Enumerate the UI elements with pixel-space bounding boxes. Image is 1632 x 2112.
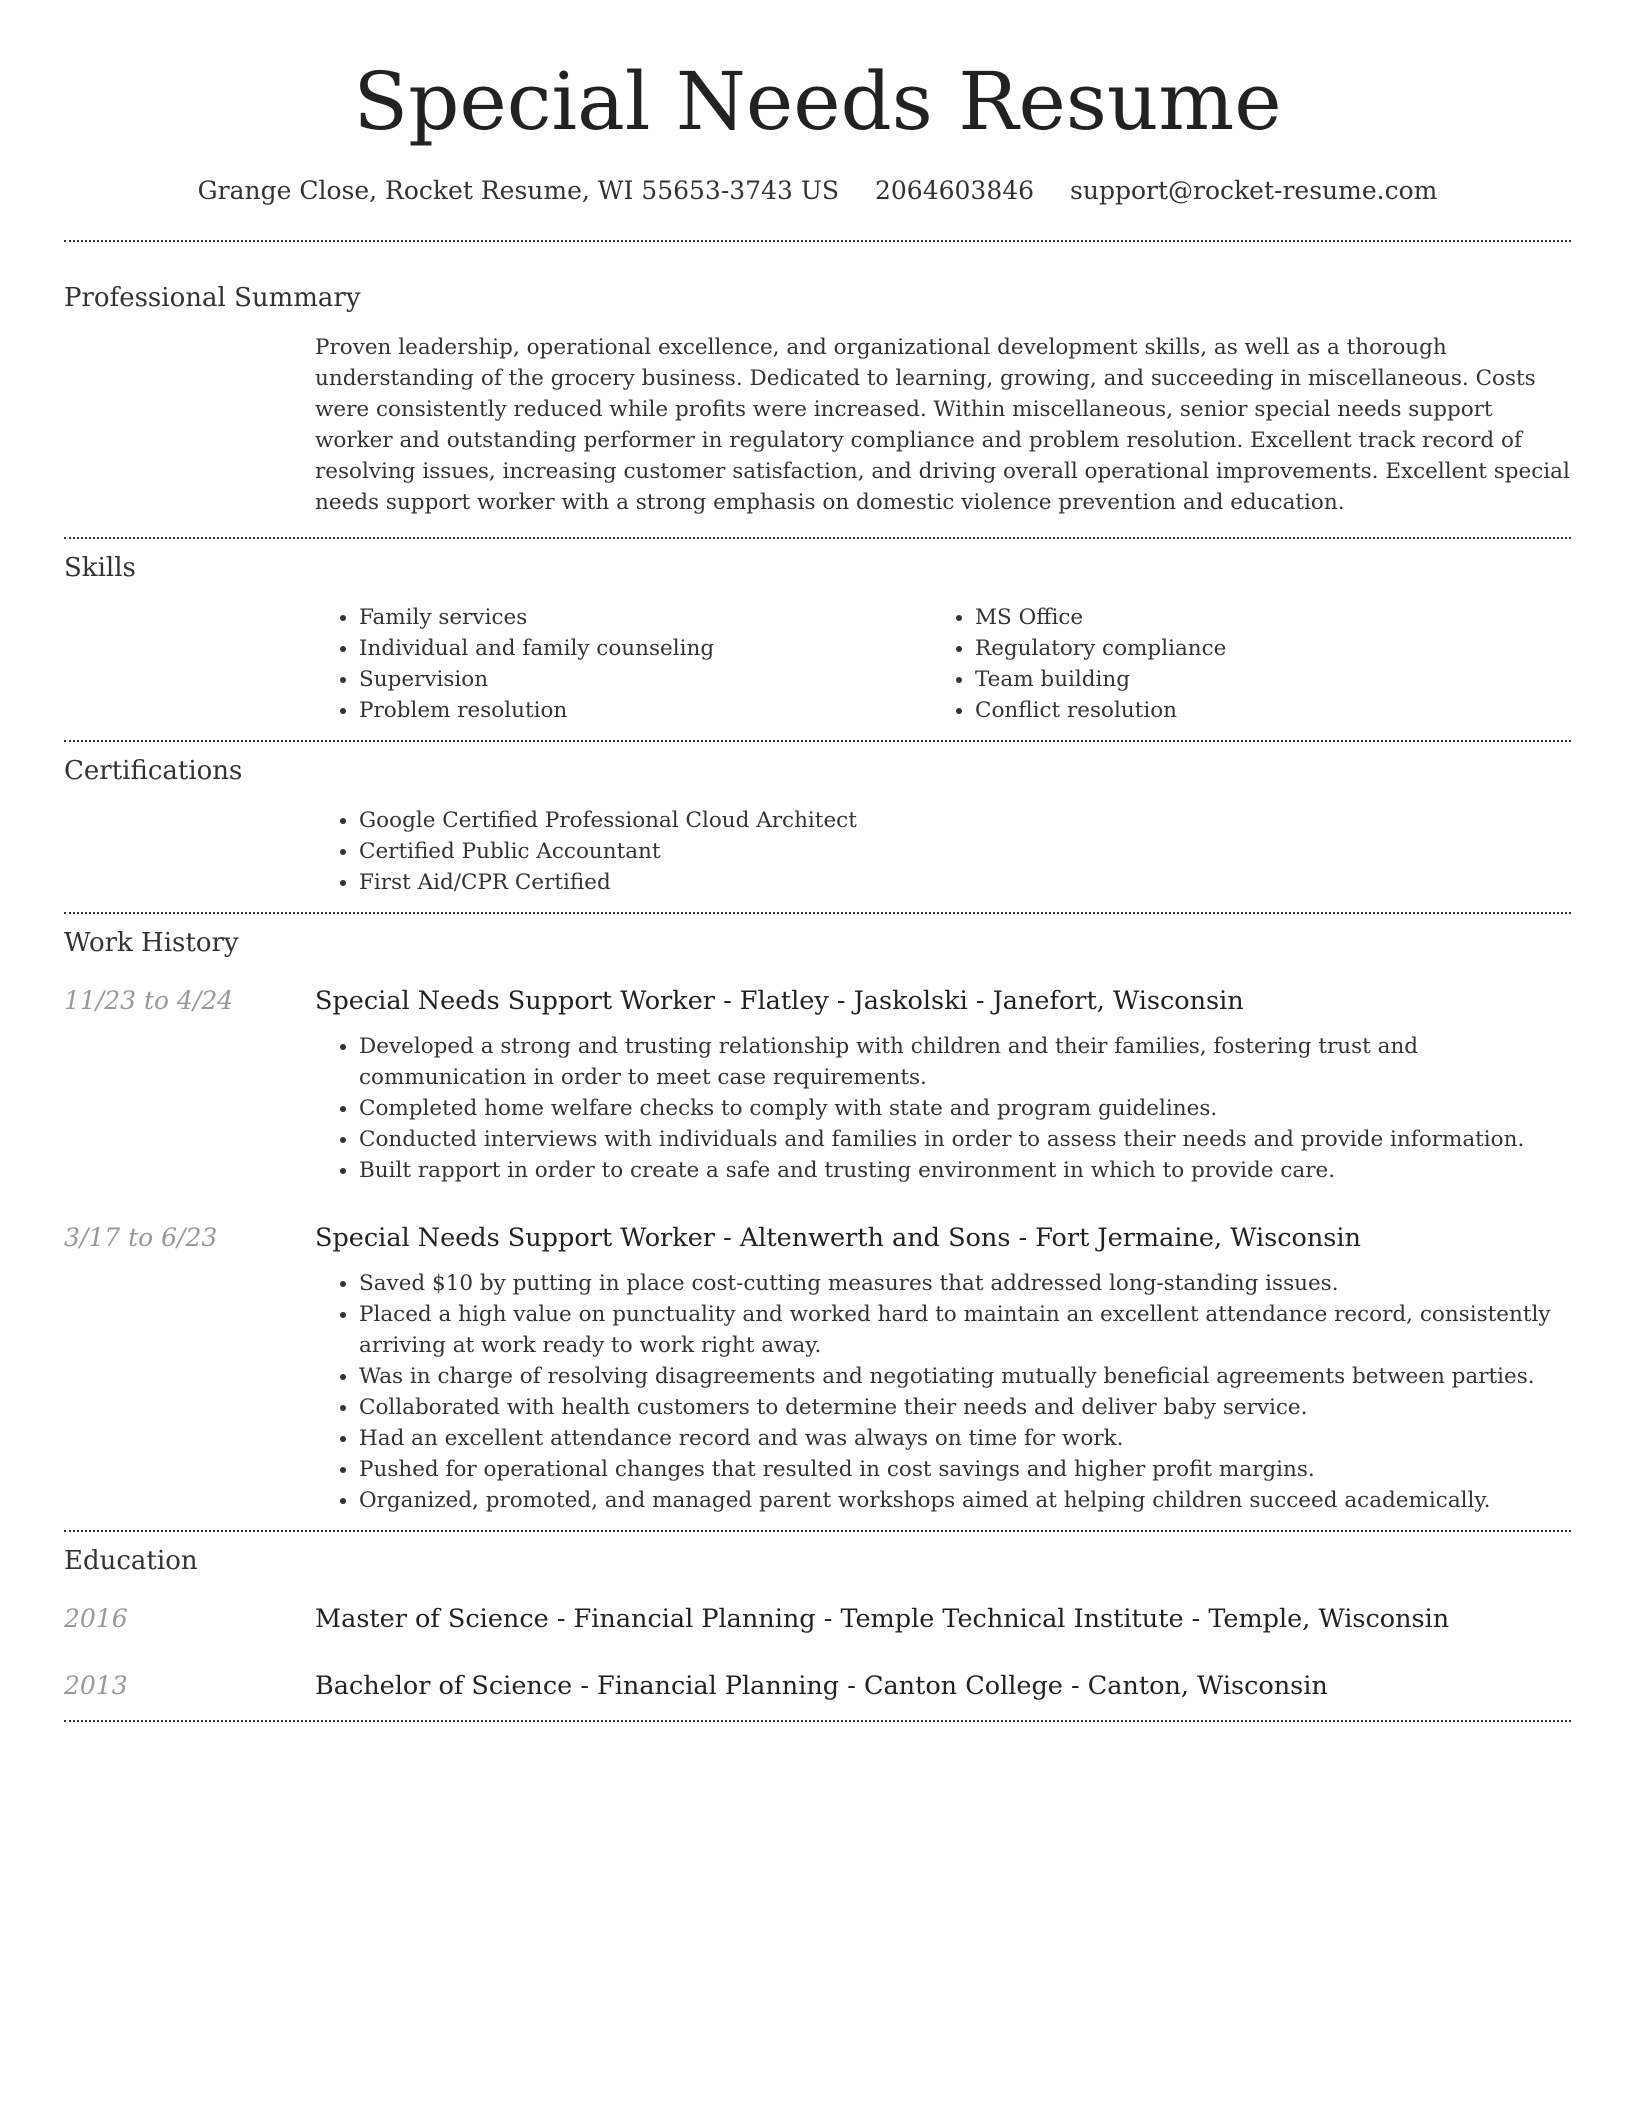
education-year: 2013: [64, 1671, 128, 1700]
list-item: • Completed home welfare checks to comply with state and program guidelines.: [359, 1093, 1571, 1124]
summary-section: [64, 242, 1571, 518]
list-item: • Built rapport in order to create a safe and trusting environment in which to provide care.: [359, 1155, 1571, 1186]
divider: [64, 1720, 1571, 1722]
skills-list-right: [931, 602, 1547, 726]
education-entry: [64, 1601, 1571, 1637]
section-title-certifications: Certifications: [64, 756, 243, 786]
list-item: • Conducted interviews with individuals and families in order to assess their needs and provide information.: [359, 1124, 1571, 1155]
contact-line: [64, 174, 1571, 208]
list-item: • Conflict resolution: [975, 695, 1547, 726]
list-item: • MS Office: [975, 602, 1547, 633]
list-item: • Google Certified Professional Cloud Architect: [359, 805, 1571, 836]
certifications-section: [64, 742, 1571, 898]
section-title-education: Education: [64, 1546, 198, 1576]
list-item: • Placed a high value on punctuality and worked hard to maintain an excellent attendance record, consistently arriving at work ready to work right away.: [359, 1299, 1571, 1361]
phone: 2064603846: [875, 176, 1035, 205]
skills-section: [64, 539, 1571, 726]
education-degree: Master of Science - Financial Planning - Temple Technical Institute - Temple, Wisconsin: [315, 1604, 1450, 1634]
resume-title: Special Needs Resume: [353, 55, 1282, 148]
certifications-list: [315, 805, 1571, 898]
section-title-skills: Skills: [64, 553, 136, 583]
education-year: 2016: [64, 1604, 128, 1633]
list-item: • Saved $10 by putting in place cost-cutting measures that addressed long-standing issues.: [359, 1268, 1571, 1299]
job-bullets: [315, 1031, 1571, 1186]
job-dates: 11/23 to 4/24: [64, 986, 234, 1015]
job-dates: 3/17 to 6/23: [64, 1223, 218, 1252]
list-item: • Pushed for operational changes that resulted in cost savings and higher profit margins.: [359, 1454, 1571, 1485]
list-item: • Family services: [359, 602, 931, 633]
list-item: • Individual and family counseling: [359, 633, 931, 664]
job-bullets: [315, 1268, 1571, 1516]
list-item: • Certified Public Accountant: [359, 836, 1571, 867]
skills-list-left: [315, 602, 931, 726]
list-item: • Problem resolution: [359, 695, 931, 726]
list-item: • Organized, promoted, and managed parent workshops aimed at helping children succeed academically.: [359, 1485, 1571, 1516]
work-history-section: [64, 914, 1571, 1516]
summary-text: Proven leadership, operational excellence, and organizational development skills, as well as a thorough understanding of the grocery business. Dedicated to learning, growing, and succeeding in miscellaneous. Costs were consistently reduced while profits were increased. Within miscellaneous, senior special needs support worker and outstanding performer in regulatory compliance and problem resolution. Excellent track record of resolving issues, increasing customer satisfaction, and driving overall operational improvements. Excellent special needs support worker with a strong emphasis on domestic violence prevention and education.: [315, 335, 1570, 515]
job-heading: Special Needs Support Worker - Flatley - Jaskolski - Janefort, Wisconsin: [315, 986, 1244, 1016]
list-item: • Developed a strong and trusting relationship with children and their families, fostering trust and communication in order to meet case requirements.: [359, 1031, 1571, 1093]
job-heading: Special Needs Support Worker - Altenwerth and Sons - Fort Jermaine, Wisconsin: [315, 1223, 1361, 1253]
education-degree: Bachelor of Science - Financial Planning - Canton College - Canton, Wisconsin: [315, 1671, 1328, 1701]
list-item: • Collaborated with health customers to determine their needs and deliver baby service.: [359, 1392, 1571, 1423]
list-item: • Had an excellent attendance record and was always on time for work.: [359, 1423, 1571, 1454]
list-item: • Regulatory compliance: [975, 633, 1547, 664]
education-section: [64, 1532, 1571, 1704]
list-item: • First Aid/CPR Certified: [359, 867, 1571, 898]
list-item: • Team building: [975, 664, 1547, 695]
address: Grange Close, Rocket Resume, WI 55653-3743 US: [197, 176, 840, 205]
job-entry: [64, 1220, 1571, 1516]
list-item: • Was in charge of resolving disagreements and negotiating mutually beneficial agreements between parties.: [359, 1361, 1571, 1392]
email: support@rocket-resume.com: [1070, 176, 1438, 205]
list-item: • Supervision: [359, 664, 931, 695]
education-entry: [64, 1668, 1571, 1704]
resume-page: [64, 0, 1571, 1722]
job-entry: [64, 983, 1571, 1186]
section-title-summary: Professional Summary: [64, 283, 361, 313]
section-title-work: Work History: [64, 928, 239, 958]
